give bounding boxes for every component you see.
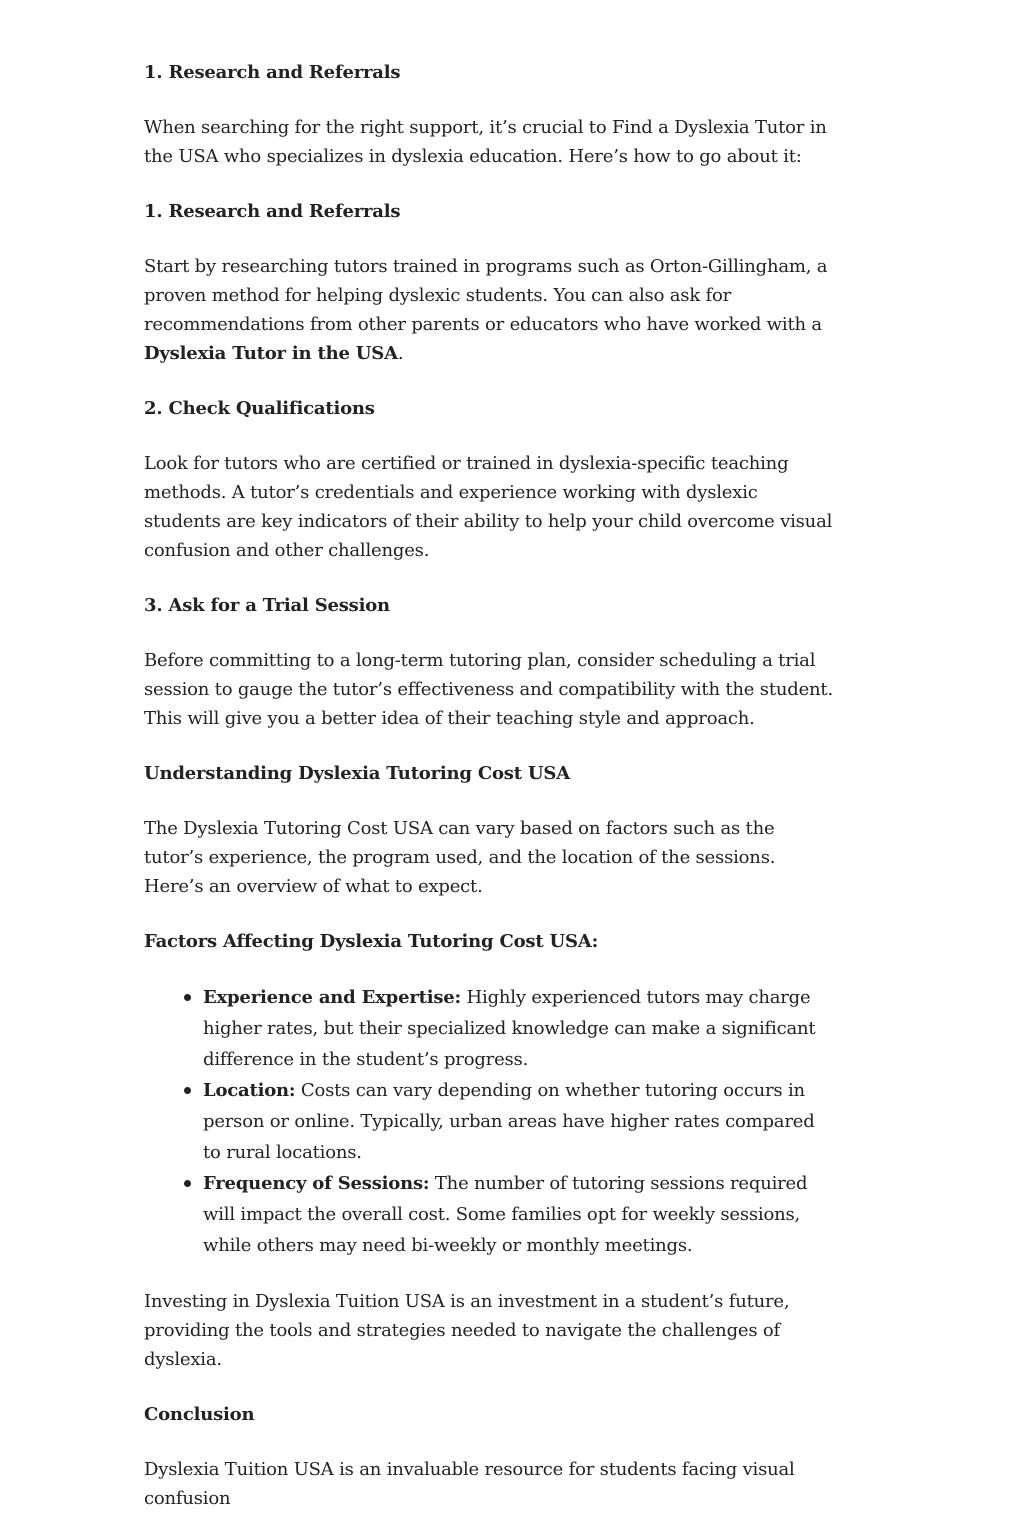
- section-heading-check-qualifications: 2. Check Qualifications: [144, 398, 375, 419]
- intro-paragraph: [144, 113, 834, 171]
- qualifications-paragraph-text: Look for tutors who are certified or trained in dyslexia-specific teaching methods. A tutor’s credentials and experience working with dyslexic students are key indicators of their ability to help your child overcome visual confusion and other challenges.: [144, 453, 833, 561]
- list-item-label: Frequency of Sessions:: [203, 1173, 430, 1194]
- section-heading-cost-factors: Factors Affecting Dyslexia Tutoring Cost USA:: [144, 931, 599, 952]
- list-item-label: Experience and Expertise:: [203, 987, 461, 1008]
- list-item-text: Highly experienced tutors may charge higher rates, but their specialized knowledge can make a significant difference in the student’s progress.: [203, 987, 816, 1070]
- article-body: [144, 58, 834, 1539]
- qualifications-paragraph: [144, 449, 834, 565]
- research-paragraph-bold-term: Dyslexia Tutor in the USA: [144, 343, 398, 364]
- list-item-text: The number of tutoring sessions required will impact the overall cost. Some families opt for weekly sessions, while others may need bi-weekly or monthly meetings.: [203, 1173, 808, 1256]
- section-heading-research-referrals-intro: 1. Research and Referrals: [144, 62, 401, 83]
- investing-paragraph-text: Investing in Dyslexia Tuition USA is an investment in a student’s future, providing the tools and strategies needed to navigate the challenges of dyslexia.: [144, 1291, 790, 1370]
- bullet-icon: [184, 1180, 191, 1187]
- trial-session-paragraph: [144, 646, 834, 733]
- conclusion-paragraph-text: Dyslexia Tuition USA is an invaluable resource for students facing visual confusion: [144, 1459, 795, 1509]
- investing-paragraph: [144, 1287, 834, 1374]
- section-heading-understanding-cost: Understanding Dyslexia Tutoring Cost USA: [144, 763, 570, 784]
- list-item: [203, 1075, 834, 1168]
- conclusion-paragraph: [144, 1455, 834, 1513]
- trial-session-paragraph-text: Before committing to a long-term tutoring plan, consider scheduling a trial session to gauge the tutor’s effectiveness and compatibility with the student. This will give you a better idea of their teaching style and approach.: [144, 650, 833, 729]
- research-paragraph-end: .: [397, 343, 404, 364]
- list-item: [203, 982, 834, 1075]
- intro-paragraph-text: When searching for the right support, it’s crucial to Find a Dyslexia Tutor in the USA who specializes in dyslexia education. Here’s how to go about it:: [144, 117, 827, 167]
- section-heading-research-referrals: 1. Research and Referrals: [144, 201, 401, 222]
- section-heading-conclusion: Conclusion: [144, 1404, 255, 1425]
- bullet-icon: [184, 994, 191, 1001]
- research-paragraph: [144, 252, 834, 368]
- cost-paragraph: [144, 814, 834, 901]
- bullet-icon: [184, 1087, 191, 1094]
- list-item: [203, 1168, 834, 1261]
- cost-factors-list: [144, 982, 834, 1261]
- research-paragraph-text: Start by researching tutors trained in programs such as Orton-Gillingham, a proven method for helping dyslexic students. You can also ask for recommendations from other parents or educators who have worked with a: [144, 256, 828, 335]
- cost-paragraph-text: The Dyslexia Tutoring Cost USA can vary based on factors such as the tutor’s experience, the program used, and the location of the sessions. Here’s an overview of what to expect.: [144, 818, 776, 897]
- section-heading-trial-session: 3. Ask for a Trial Session: [144, 595, 390, 616]
- list-item-text: Costs can vary depending on whether tutoring occurs in person or online. Typically, urban areas have higher rates compared to rural locations.: [203, 1080, 815, 1163]
- list-item-label: Location:: [203, 1080, 296, 1101]
